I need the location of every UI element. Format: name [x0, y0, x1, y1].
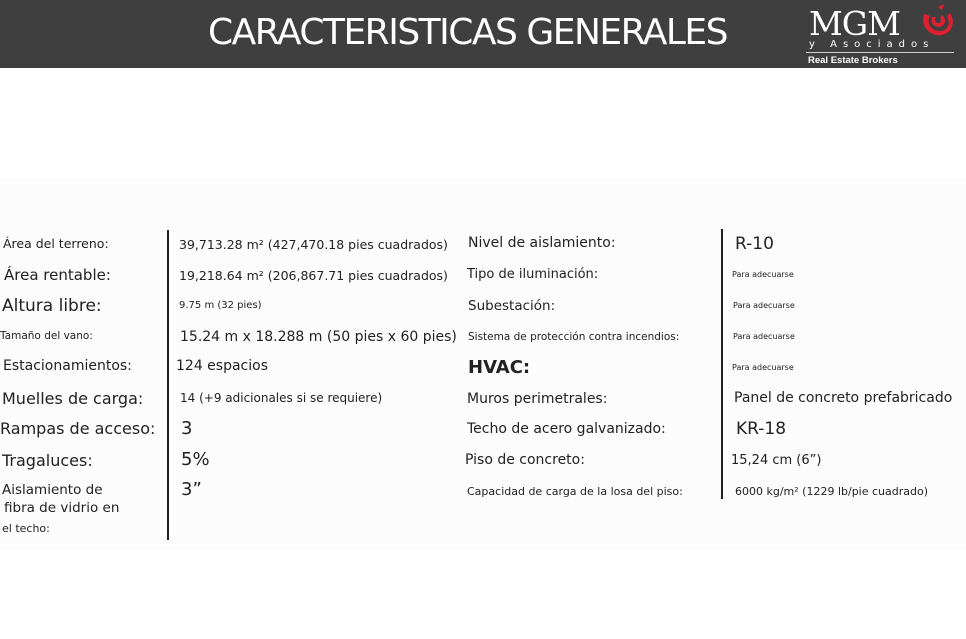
right-label-8: Capacidad de carga de la losa del piso: — [467, 485, 683, 498]
left-label-2: Altura libre: — [2, 296, 102, 316]
left-label-6: Rampas de acceso: — [0, 419, 156, 438]
right-value-7: 15,24 cm (6”) — [731, 453, 822, 468]
left-label-7: Tragaluces: — [2, 451, 93, 470]
left-label-5: Muelles de carga: — [2, 389, 144, 408]
right-value-0: R-10 — [735, 234, 774, 254]
header-bar — [0, 0, 966, 68]
right-value-8: 6000 kg/m² (1229 lb/pie cuadrado) — [735, 485, 929, 498]
company-logo — [806, 4, 956, 66]
right-table-divider — [721, 229, 723, 499]
right-label-3: Sistema de protección contra incendios: — [468, 331, 680, 343]
right-label-4: HVAC: — [468, 357, 531, 378]
left-label-1: Área rentable: — [4, 266, 111, 284]
left-label-3: Tamaño del vano: — [0, 330, 93, 342]
logo-wordmark: MGM — [809, 4, 900, 43]
logo-subtitle: y Asociados — [809, 39, 935, 50]
right-value-6: KR-18 — [736, 419, 787, 439]
left-value-2: 9.75 m (32 pies) — [179, 300, 262, 311]
left-value-5: 14 (+9 adicionales si se requiere) — [180, 391, 383, 405]
logo-swirl-icon — [918, 4, 956, 40]
right-value-5: Panel de concreto prefabricado — [734, 390, 953, 406]
right-value-2: Para adecuarse — [733, 301, 795, 310]
left-value-3: 15.24 m x 18.288 m (50 pies x 60 pies) — [180, 329, 457, 345]
right-label-0: Nivel de aislamiento: — [468, 235, 616, 251]
right-label-5: Muros perimetrales: — [467, 391, 608, 407]
left-value-4: 124 espacios — [176, 358, 268, 374]
right-value-3: Para adecuarse — [733, 332, 795, 341]
logo-tagline: Real Estate Brokers — [808, 55, 898, 66]
right-label-1: Tipo de iluminación: — [467, 267, 599, 282]
left-value-1: 19,218.64 m² (206,867.71 pies cuadrados) — [179, 268, 448, 283]
left-value-7: 5% — [181, 449, 210, 470]
left-label-4: Estacionamientos: — [3, 358, 132, 374]
right-value-4: Para adecuarse — [732, 363, 794, 372]
left-label-8-line-1: Aislamiento de — [2, 482, 103, 498]
left-label-0: Área del terreno: — [3, 236, 109, 251]
page-title: CARACTERISTICAS GENERALES — [208, 12, 727, 53]
logo-divider — [806, 52, 954, 53]
right-label-6: Techo de acero galvanizado: — [467, 421, 666, 437]
right-value-1: Para adecuarse — [732, 270, 794, 279]
left-table-divider — [167, 230, 169, 540]
left-value-0: 39,713.28 m² (427,470.18 pies cuadrados) — [179, 237, 448, 252]
right-label-7: Piso de concreto: — [465, 452, 585, 468]
left-value-6: 3 — [181, 418, 193, 439]
left-value-8: 3” — [181, 479, 202, 500]
right-label-2: Subestación: — [468, 298, 556, 314]
left-label-8-line-3: el techo: — [2, 522, 50, 535]
left-label-8-line-2: fibra de vidrio en — [4, 500, 120, 516]
